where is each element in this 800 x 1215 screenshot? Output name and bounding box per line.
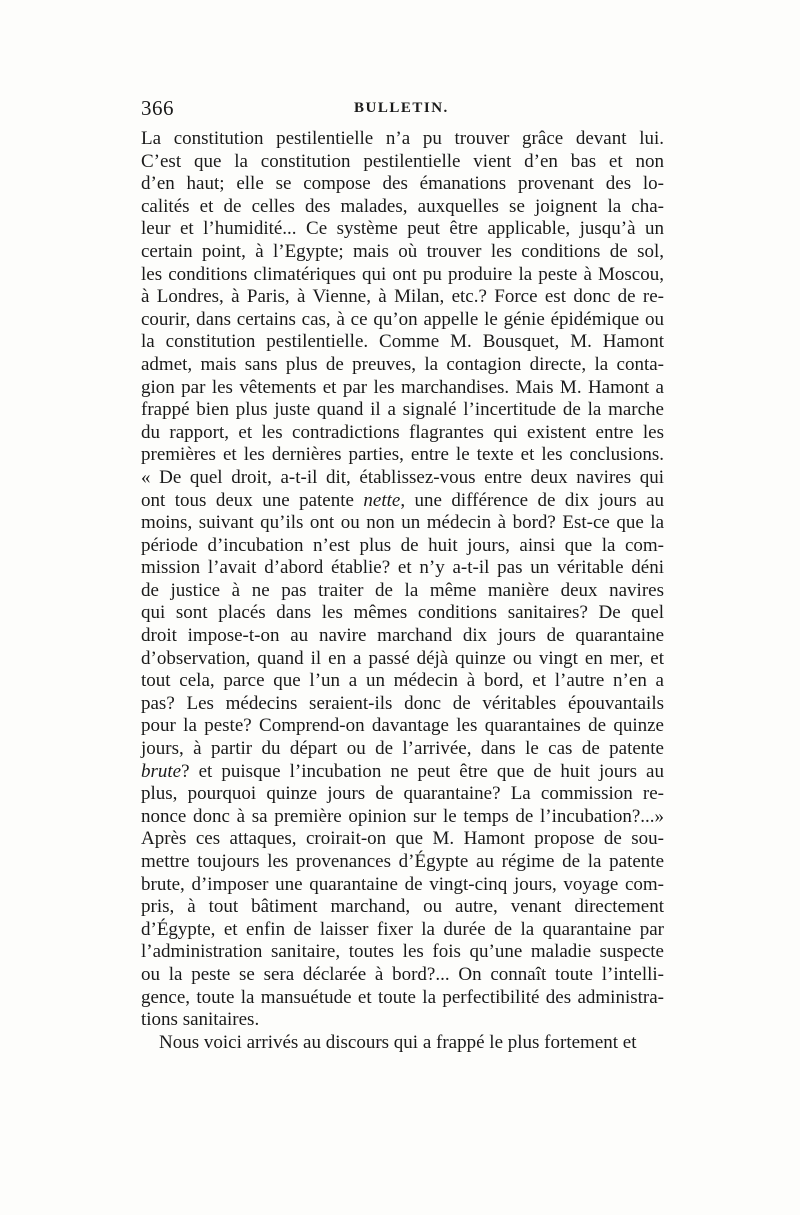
text-line: pris, à tout bâtiment marchand, ou autre, venant directement — [141, 896, 664, 918]
text-line: admet, mais sans plus de preuves, la contagion directe, la conta- — [141, 353, 664, 375]
text-line: droit impose-t-on au navire marchand dix jours de quarantaine — [141, 625, 664, 647]
text-line: pas? Les médecins seraient-ils donc de véritables épouvantails — [141, 692, 664, 714]
page-header — [141, 96, 661, 126]
text-line: plus, pourquoi quinze jours de quarantaine? La commission re- — [141, 783, 664, 805]
text-line: frappé bien plus juste quand il a signalé l’incertitude de la marche — [141, 399, 664, 421]
text-line: ont tous deux une patente nette, une différence de dix jours au — [141, 489, 664, 511]
text-line: courir, dans certains cas, à ce qu’on appelle le génie épidémique ou — [141, 308, 664, 330]
text-line: Nous voici arrivés au discours qui a frappé le plus fortement et — [159, 1031, 637, 1053]
italic-term: nette — [363, 489, 401, 511]
text-line: à Londres, à Paris, à Vienne, à Milan, etc.? Force est donc de re- — [141, 286, 664, 308]
text-line: l’administration sanitaire, toutes les fois qu’une maladie suspecte — [141, 941, 664, 963]
text-line: les conditions climatériques qui ont pu produire la peste à Moscou, — [141, 263, 664, 285]
body-text — [141, 128, 664, 1054]
text-line: La constitution pestilentielle n’a pu trouver grâce devant lui. — [141, 128, 664, 149]
page-number: 366 — [141, 96, 174, 120]
text-line: jours, à partir du départ ou de l’arrivée, dans le cas de patente — [141, 738, 664, 760]
text-line: calités et de celles des malades, auxquelles se joignent la cha- — [141, 195, 664, 217]
text-line: qui sont placés dans les mêmes conditions sanitaires? De quel — [141, 602, 664, 624]
text-line: pour la peste? Comprend-on davantage les quarantaines de quinze — [141, 715, 664, 737]
text-line: tions sanitaires. — [141, 1009, 260, 1031]
text-line: gion par les vêtements et par les marchandises. Mais M. Hamont a — [141, 376, 664, 398]
text-line: tout cela, parce que l’un a un médecin à bord, et l’autre n’en a — [141, 670, 664, 692]
text-line: brute? et puisque l’incubation ne peut être que de huit jours au — [141, 760, 664, 782]
text-line: du rapport, et les contradictions flagrantes qui existent entre les — [141, 421, 664, 443]
italic-term: brute — [141, 760, 182, 782]
text-line: brute, d’imposer une quarantaine de vingt-cinq jours, voyage com- — [141, 873, 664, 895]
running-head: BULLETIN. — [354, 100, 449, 116]
text-line: la constitution pestilentielle. Comme M. Bousquet, M. Hamont — [141, 331, 664, 353]
text-line: d’en haut; elle se compose des émanations provenant des lo- — [141, 173, 664, 195]
text-line: nonce donc à sa première opinion sur le temps de l’incubation?...» — [141, 805, 664, 827]
text-line: certain point, à l’Egypte; mais où trouver les conditions de sol, — [141, 240, 664, 262]
text-line: période d’incubation n’est plus de huit jours, ainsi que la com- — [141, 534, 664, 556]
text-line: gence, toute la mansuétude et toute la perfectibilité des administra- — [141, 986, 664, 1008]
text-line: de justice à ne pas traiter de la même manière deux navires — [141, 579, 664, 601]
text-line: premières et les dernières parties, entre le texte et les conclusions. — [141, 444, 664, 466]
text-line: C’est que la constitution pestilentielle vient d’en bas et non — [141, 150, 664, 172]
text-line: mettre toujours les provenances d’Égypte au régime de la patente — [141, 851, 664, 872]
text-line: « De quel droit, a-t-il dit, établissez-vous entre deux navires qui — [141, 466, 664, 488]
text-line: mission l’avait d’abord établie? et n’y a-t-il pas un véritable déni — [141, 557, 664, 579]
text-line: d’observation, quand il en a passé déjà quinze ou vingt en mer, et — [141, 647, 664, 669]
text-line: Après ces attaques, croirait-on que M. Hamont propose de sou- — [141, 828, 664, 850]
text-line: d’Égypte, et enfin de laisser fixer la durée de la quarantaine par — [141, 918, 664, 940]
text-line: moins, suivant qu’ils ont ou non un médecin à bord? Est-ce que la — [141, 512, 664, 534]
text-line: ou la peste se sera déclarée à bord?... On connaît toute l’intelli- — [141, 963, 664, 985]
text-line: leur et l’humidité... Ce système peut être applicable, jusqu’à un — [141, 218, 664, 240]
